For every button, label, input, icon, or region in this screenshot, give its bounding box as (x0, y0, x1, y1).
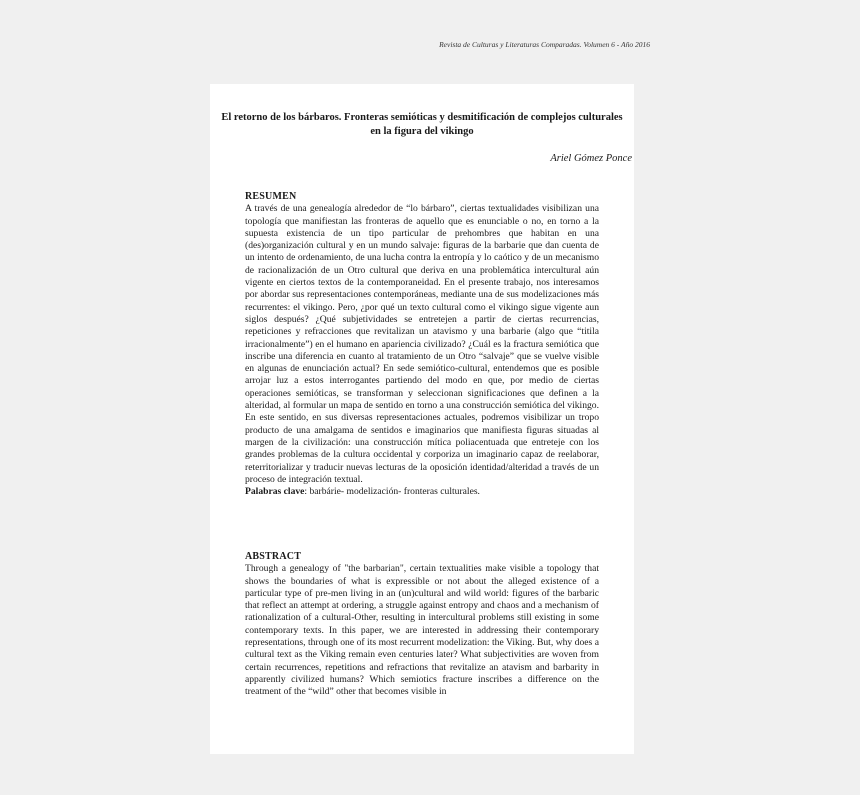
resumen-section (245, 191, 599, 498)
article-title: El retorno de los bárbaros. Fronteras semióticas y desmitificación de complejos culturales en la figura del vikingo (221, 112, 623, 137)
abstract-heading: ABSTRACT (245, 551, 302, 562)
keywords-label: Palabras clave (245, 486, 305, 498)
journal-header: Revista de Culturas y Literaturas Comparadas. Volumen 6 - Año 2016 (439, 40, 650, 49)
resumen-heading: RESUMEN (245, 191, 297, 202)
keywords-text: : barbárie- modelización- fronteras culturales. (304, 486, 480, 498)
abstract-text: Through a genealogy of "the barbarian", certain textualities make visible a topology that shows the boundaries of what is expressible or not about the alleged existence of a particular type of pre-men living in an (un)cultural and wild world: figures of the barbaric that reflect an attempt at ordering, a struggle against entropy and chaos and a mechanism of rationalization of a cultural-Other, resulting in intercultural problems still existing in some contemporary texts. In this paper, we are interested in addressing their contemporary representations, through one of its most recurrent modelization: the Viking. But, why does a cultural text as the Viking remain even centuries later? What subjectivities are woven from certain recurrences, repetitions and refractions that revitalize an atavism and barbarity in apparently civilized humans? Which semiotics fracture inscribes a difference on the treatment of the “wild” other that becomes visible in (245, 563, 599, 698)
keywords-line (245, 486, 599, 498)
abstract-section (245, 551, 599, 699)
resumen-text: A través de una genealogía alrededor de “lo bárbaro”, ciertas textualidades visibilizan una topología que manifiestan las fronteras de aquello que es enunciable o no, en torno a la supuesta existencia de un tipo particular de prehombres que habitan en una (des)organización cultural y en un mundo salvaje: figuras de la barbarie que dan cuenta de un intento de ordenamiento, de una lucha contra la entropía y lo caótico y de un mecanismo de racionalización de un Otro cultural que deriva en una problemática intercultural aún vigente en ciertos textos de la contemporaneidad. En el presente trabajo, nos interesamos por abordar sus representaciones contemporáneas, mediante una de sus modelizaciones más recurrentes: el vikingo. Pero, ¿por qué un texto cultural como el vikingo sigue vigente aun siglos después? ¿Qué subjetividades se entretejen a partir de ciertas recurrencias, repeticiones y refracciones que revitalizan un atavismo y una barbarie (algo que “titila irracionalmente”) en el humano en apariencia civilizado? ¿Cuál es la fractura semiótica que inscribe una diferencia en cuanto al tratamiento de un Otro “salvaje” que se vuelve visible en algunas de enunciación actual? En sede semiótico-cultural, entendemos que es posible arrojar luz a estos interrogantes partiendo del modo en que, por medio de ciertas operaciones semióticas, se transforman y seleccionan significaciones que definen a la alteridad, al formular un mapa de sentido en torno a una construcción semiótica del vikingo. En este sentido, en sus diversas representaciones actuales, podremos visibilizar un tropo producto de una amalgama de sentidos e imaginarios que manifiesta figuras situadas al margen de la civilización: una construcción mítica poliacentuada que entreteje con los grandes problemas de la cultura occidental y corporiza un imaginario capaz de reelaborar, reterritorializar y traducir nuevas lecturas de la oposición identidad/alteridad a través de un proceso de integración textual. (245, 203, 599, 485)
article-author: Ariel Gómez Ponce (550, 153, 632, 164)
document-page (210, 84, 634, 754)
